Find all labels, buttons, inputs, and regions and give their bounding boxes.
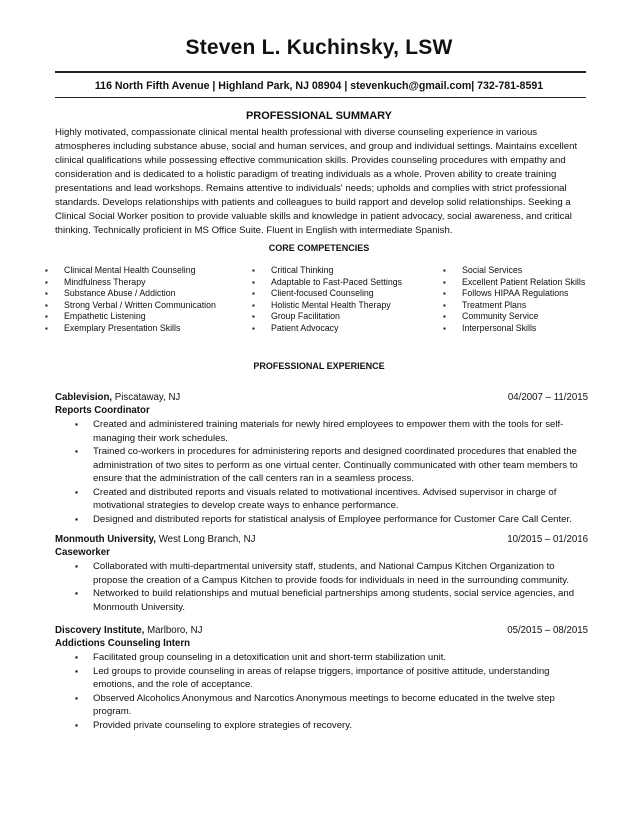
duty-item: ▪ Created and administered training materials for newly hired employees to empower them with the tools for self-managing their work schedules. [75, 418, 580, 445]
competency-item: ▪ Exemplary Presentation Skills [45, 323, 216, 335]
duty-item: ▪ Trained co-workers in procedures for administering reports and designed coordinated procedures that enabled the administration of two sites to perform as one virtual center. Continually communicated with other team members to ensure that the administration of the call centers ran in a seamless process. [75, 445, 580, 486]
competencies-column-1 [45, 265, 216, 334]
competency-item: ▪ Group Facilitation [252, 311, 402, 323]
candidate-name: Steven L. Kuchinsky, LSW [185, 36, 453, 59]
competency-item: ▪ Client-focused Counseling [252, 288, 402, 300]
competency-item: ▪ Social Services [443, 265, 585, 277]
competency-item: ▪ Holistic Mental Health Therapy [252, 300, 402, 312]
duty-item: ▪ Collaborated with multi-departmental university staff, students, and National Campus Kitchen Organization to propose the creation of a Campus Kitchen to provide foods for individuals in need in the surrounding community. [75, 560, 580, 587]
competency-item: ▪ Empathetic Listening [45, 311, 216, 323]
job-title: Caseworker [55, 547, 110, 558]
job-header [55, 534, 588, 545]
experience-heading: PROFESSIONAL EXPERIENCE [253, 361, 385, 371]
competency-item: ▪ Clinical Mental Health Counseling [45, 265, 216, 277]
competency-item: ▪ Treatment Plans [443, 300, 585, 312]
summary-heading: PROFESSIONAL SUMMARY [245, 110, 393, 122]
competency-item: ▪ Adaptable to Fast-Paced Settings [252, 277, 402, 289]
competency-item: ▪ Excellent Patient Relation Skills [443, 277, 585, 289]
job-header [55, 392, 588, 403]
competency-item: ▪ Community Service [443, 311, 585, 323]
job-location: Marlboro, NJ [147, 625, 203, 636]
job-header [55, 625, 588, 636]
duty-item: ▪ Created and distributed reports and visuals related to motivational incentives. Advised supervisor in charge of motivational strategies to develop create ways to enhance performance. [75, 486, 580, 513]
header-top-rule [55, 71, 586, 73]
job-organization: Discovery Institute, [55, 625, 145, 636]
competency-item: ▪ Mindfulness Therapy [45, 277, 216, 289]
duty-item: ▪ Observed Alcoholics Anonymous and Narcotics Anonymous meetings to become educated in the twelve step program. [75, 692, 580, 719]
duty-item: ▪ Provided private counseling to explore strategies of recovery. [75, 719, 580, 733]
job-duties [75, 651, 580, 732]
job-location: Piscataway, NJ [114, 392, 181, 403]
summary-text: Highly motivated, compassionate clinical mental health professional with diverse counseling experience in various atmospheres including substance abuse, social and human services, and group and individual settings. Maintains excellent clinical qualifications while possessing effective communication skills. Provides counseling procedures with empathy and consideration and is dedicated to a holistic paradigm of treating individuals as a whole. Proven ability to create training presentations and lead workshops. Remains attentive to individuals' needs; upholds and complies with strict professional standards. Develops relationships with patients and colleagues to build rapport and develop solid relationships. Seeking a Clinical Social Worker position to provide valuable skills and knowledge in patient advocacy, social awareness, and critical thinking. Technically proficient in MS Office Suite. Fluent in English with intermediate Spanish. [55, 127, 578, 236]
duty-item: ▪ Designed and distributed reports for statistical analysis of Employee performance for Customer Care Call Center. [75, 513, 580, 527]
competencies-heading: CORE COMPETENCIES [268, 243, 370, 253]
duty-item: ▪ Led groups to provide counseling in areas of relapse triggers, importance of positive attitude, understanding emotions, and the role of acceptance. [75, 665, 580, 692]
job-dates: 04/2007 – 11/2015 [507, 392, 588, 403]
duty-item: ▪ Networked to build relationships and mutual beneficial partnerships among students, social service agencies, and Monmouth University. [75, 587, 580, 614]
job-title: Reports Coordinator [55, 405, 150, 416]
competency-item: ▪ Critical Thinking [252, 265, 402, 277]
competency-item: ▪ Substance Abuse / Addiction [45, 288, 216, 300]
header-bottom-rule [55, 97, 586, 98]
job-duties [75, 418, 580, 526]
job-title: Addictions Counseling Intern [55, 638, 191, 649]
job-organization: Monmouth University, [55, 534, 157, 545]
duty-item: ▪ Facilitated group counseling in a detoxification unit and short-term stabilization unit. [75, 651, 580, 665]
job-duties [75, 560, 580, 614]
competency-item: ▪ Patient Advocacy [252, 323, 402, 335]
contact-line: 116 North Fifth Avenue | Highland Park, NJ 08904 | stevenkuch@gmail.com| 732-781-8591 [94, 80, 544, 92]
job-dates: 10/2015 – 01/2016 [507, 534, 588, 545]
competencies-column-2 [252, 265, 402, 334]
job-organization: Cablevision, [55, 392, 113, 403]
competency-item: ▪ Strong Verbal / Written Communication [45, 300, 216, 312]
competency-item: ▪ Follows HIPAA Regulations [443, 288, 585, 300]
competency-item: ▪ Interpersonal Skills [443, 323, 585, 335]
job-location: West Long Branch, NJ [158, 534, 256, 545]
competencies-column-3 [443, 265, 585, 334]
job-dates: 05/2015 – 08/2015 [507, 625, 588, 636]
